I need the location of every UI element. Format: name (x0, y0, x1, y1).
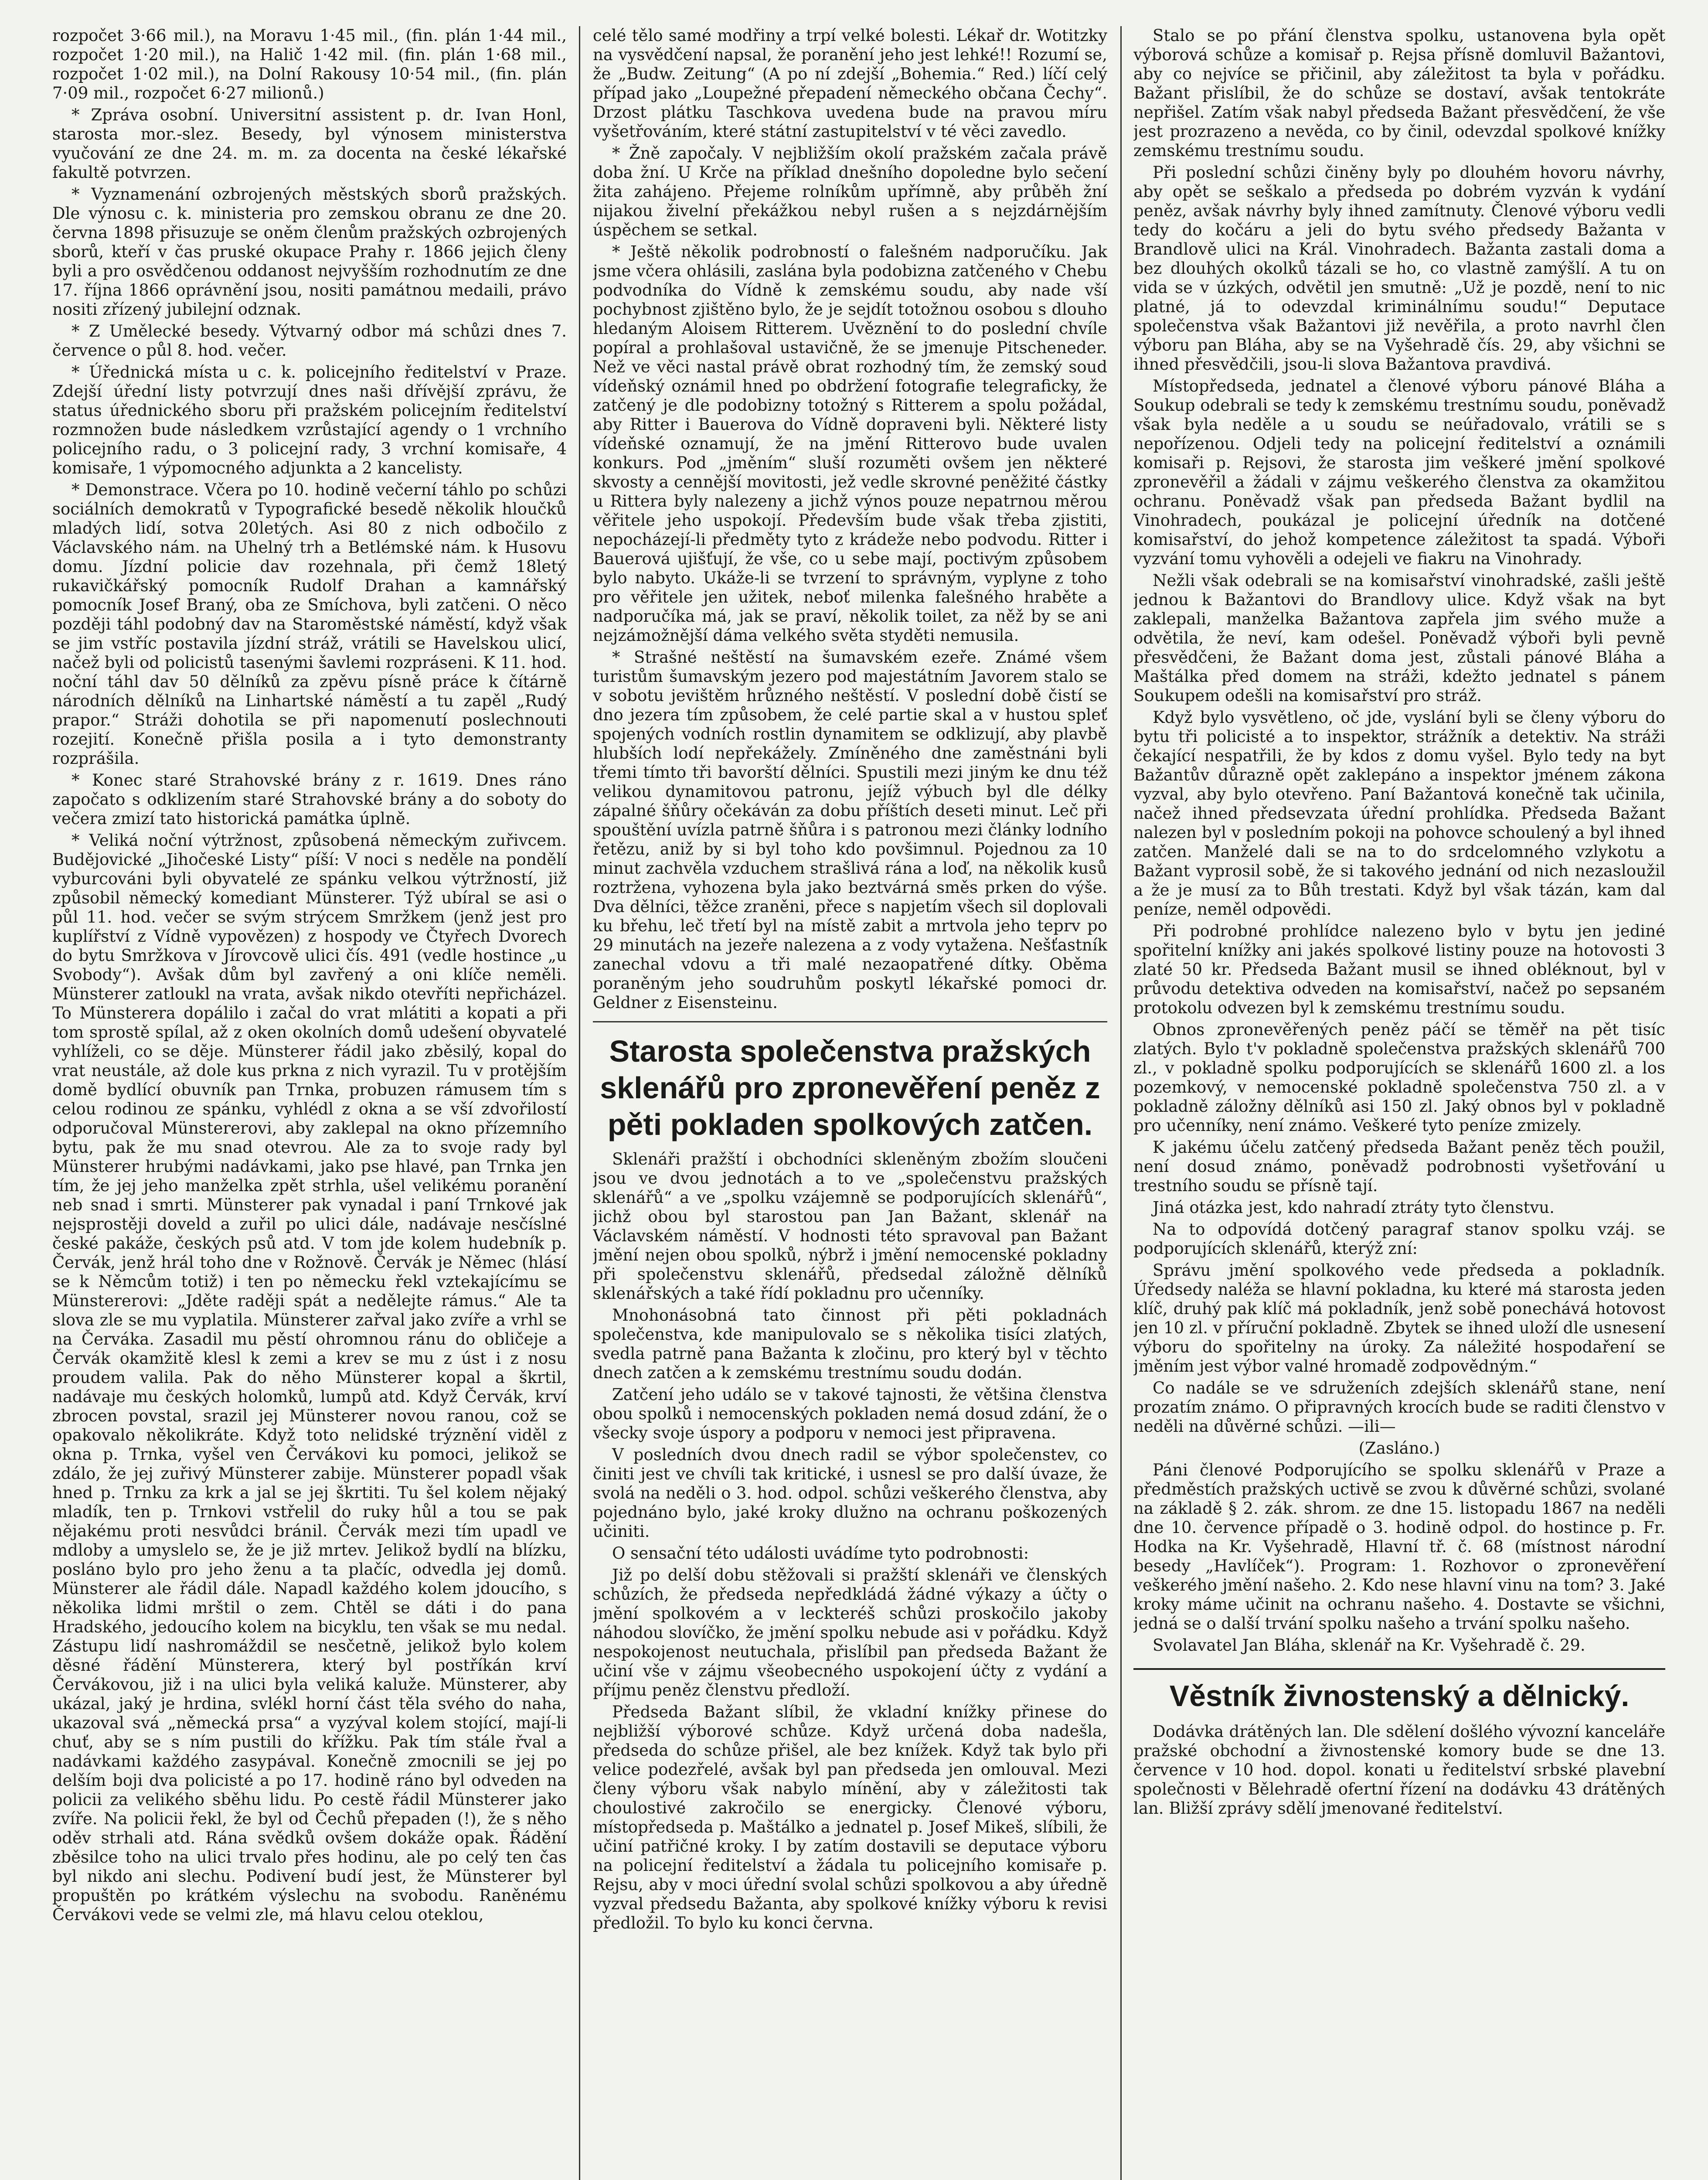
paragraph: * Veliká noční výtržnost, způsobená německým zuřivcem. Budějovické „Jihočeské Listy“ píší: V noci s neděle na pondělí vyburcováni byli obyvatelé ze spánku velkou výtržností, již způsobil německý komediant Münsterer. Týž ubíral se asi o půl 11. hod. večer se svým strýcem Smržkem (jenž jest pro kuplířství z Vídně vypovězen) z hospody ve Čtyřech Dvorech do bytu Smržkova v Jírovcově ulici čís. 491 (vedle hostince „u Svobody“). Avšak dům byl zavřený a oni klíče neměli. Münsterer zatloukl na vrata, avšak nikdo otevříti nepřicházel. To Münsterera dopálilo i začal do vrat mlátiti a kopati a při tom sprostě spílal, až z oken okolních domů udešení obyvatelé vyhlíželi, co se děje. Münsterer řádil jako zběsilý, kopal do vrat neustále, až dole kus prkna z nich vyrazil. Tu v protějším domě bydlící obuvník pan Trnka, probuzen rámusem tím s celou rodinou ze spánku, vyhlédl z okna a se vší zdvořilostí odporučoval Münstererovi, aby zaklepal na okno přízemního bytu, pak že mu snad otevrou. Ale za to svoje rady byl Münsterer hrubými nadávkami, jako pse hlavé, pan Trnka jen tím, že jej jeho manželka zpět strhla, ušel velikému poranění neb snad i smrti. Münsterer pak vynadal i paní Trnkové jak nejsprostěji doveld a zuřil po ulici dále, nadávaje nesčíslné české pakáže, českých psů atd. V tom jde kolem hudebník p. Červák, jenž hrál toho dne v Rožnově. Červák je Němec (hlásí se k Němcům totiž) i ten po německu řekl vztekajícímu se Münstererovi: „Jděte raději spát a nedělejte rámus.“ Ale ta slova zle se mu vyplatila. Münsterer zařval jako zvíře a vrhl se na Červáka. Zasadil mu pěstí ohromnou ránu do obličeje a Červák okamžitě klesl k zemi a krev se mu z úst i z nosu proudem valila. Pak do něho Münsterer kopal a škrtil, nadávaje mu českých holomků, lumpů atd. Když Červák, krví zbrocen povstal, srazil jej Münsterer novou ranou, což se opakovalo několikráte. Když toto nelidské trýznění viděl z okna p. Trnka, vyšel ven Červákovi ku pomoci, jelikož se zdálo, že jej zuřivý Münsterer zabije. Münsterer popadl však hned p. Trnku za krk a jal se jej škrtiti. Tu šel kolem nějaký mladík, ten p. Trnkovi vstřelil do ruky hůl a tou se pak nějakému proti nesvůdci bránil. Červák mezi tím upadl ve mdloby a umyslelo se, že je již mrtev. Jelikož bydlí na blízku, posláno bylo pro jeho ženu a ta plačíc, odvedla jej domů. Münsterer ale řádil dále. Napadl každého kolem jdoucího, s několika lidmi mrštil o zem. Chtěl se dáti i do pana Hradského, jedoucího kolem na bicyklu, ten však se mu nedal. Zástupu lidí nashromáždil se nesčetně, jelikož bylo kolem děsné řádění Münsterera, který byl postříkán krví Červákovou, již i na ulici byla veliká kaluže. Münsterer, aby ukázal, jaký je hrdina, svlékl horní část těla svého do naha, ukazoval svá „německá prsa“ a vyzýval kolem stojící, mají-li chuť, aby se s ním pustili do křížku. Pak tím stále řval a nadávkami každého zasypával. Konečně zmocnili se jej po delším boji dva policisté a po 17. hodině ráno byl odveden na policii za velikého sběhu lidu. Po cestě řádil Münsterer jako zvíře. Na policii řekl, že byl od Čechů přepaden (!), že s něho oděv strhali atd. Rána svědků ovšem dokáže opak. Řádění zběsilce toho na ulici trvalo přes hodinu, ale po celý ten čas byl nikdo ani slechu. Podivení budí jest, že Münsterer byl propuštěn po krátkém výslechu na svobodu. Raněnému Červákovi vede se velmi zle, má hlavu celou oteklou, (52, 831, 567, 1924)
paragraph: * Úřednická místa u c. k. policejního ředitelství v Praze. Zdejší úřední listy potvrzují dnes naši dřívější zprávu, že status úřednického sboru při pražském policejním ředitelství rozmnožen bude následkem vzrůstající agendy o 1 vrchního policejního radu, o 3 policejní rady, 3 vrchní komisaře, 4 komisaře, 1 výpomocného adjunkta a 2 kancelisty. (52, 363, 567, 477)
paragraph: Zatčení jeho událo se v takové tajnosti, že většina členstva obou spolků i nemocenských pokladen nemá dosud zdání, že o všecky svoje úspory a podporu v nemoci jest připravena. (593, 1385, 1107, 1442)
paragraph: Když bylo vysvětleno, oč jde, vyslání byli se členy výboru do bytu tři policisté a to inspektor, strážník a detektiv. Na stráži čekající nespatřili, že by kdos z domu vyšel. Bylo tedy na byt Bažantův důrazně opět zaklepáno a inspektor jménem zákona vyzval, aby bylo otevřeno. Paní Bažantová konečně tak učinila, načež ihned předsevzata úřední prohlídka. Předseda Bažant nalezen byl v posledním pokoji na pohovce schoulený a byl ihned zatčen. Manželé dali se na to do srdcelomného vzlykotu a Bažant vyprosil sobě, že si takového jednání od nich nezasloužil a že je musí za to Bůh trestati. Když byl však tázán, kam dal peníze, neměl odpovědi. (1133, 708, 1665, 919)
paragraph: Místopředseda, jednatel a členové výboru pánové Bláha a Soukup odebrali se tedy k zemskému trestnímu soudu, poněvadž však byla neděle a u soudu se neúřadovalo, vrátili se s nepořízenou. Odjeli tedy na policejní ředitelství a oznámili komisaři p. Rejsovi, že starosta jim veškeré jmění spolkové zpronevěřil a žádali v zájmu veškerého členstva za okamžitou ochranu. Poněvadž však pan předseda Bažant bydlil na Vinohradech, poukázal je policejní úředník na dotčené komisařství, do jehož kompetence záležitost ta spadá. Výboři vyzvání tomu vyhověli a odejeli ve fiakru na Vinohrady. (1133, 377, 1665, 568)
zaslano-label: (Zasláno.) (1358, 1439, 1440, 1458)
paragraph: rozpočet 3·66 mil.), na Moravu 1·45 mil., (fin. plán 1·44 mil., rozpočet 1·20 mil.), na Halič 1·42 mil. (fin. plán 1·68 mil., rozpočet 1·02 mil.), na Dolní Rakousy 10·54 mil., (fin. plán 7·09 mil., rozpočet 6·27 milionů.) (52, 26, 567, 102)
paragraph: Správu jmění spolkového vede předseda a pokladník. Úředsedy naléža se hlavní pokladna, ku které má starosta jeden klíč, druhý pak klíč má pokladník, jenž sobě ponechává hotovost jen 10 zl. v příruční pokladně. Zbytek se ihned uloží dle usnesení výboru do spořitelny na úroky. Za náležité hospodaření se jměním jest výbor valné hromadě zodpovědným.“ (1133, 1261, 1665, 1376)
paragraph: Nežli však odebrali se na komisařství vinohradské, zašli ještě jednou k Bažantovi do Brandlovy ulice. Když však na byt zaklepali, manželka Bažantova zapřela jim svého muže a odvětila, že neví, kam odešel. Poněvadž výboři byli pevně přesvědčeni, že Bažant doma jest, zůstali pánové Bláha a Maštálka před domem na stráži, kdežto jednatel s pánem Soukupem odešli na komisařství pro stráž. (1133, 571, 1665, 705)
column-2 (593, 26, 1107, 2180)
column-1 (52, 26, 567, 2180)
paragraph: Při podrobné prohlídce nalezeno bylo v bytu jen jediné spořitelní knížky ani jakés spolkové listiny pouze na hotovosti 3 zlaté 50 kr. Předseda Bažant musil se ihned obléknout, byl v průvodu detektiva odveden na komisařství, načež po sepsaném protokolu odvezen byl k zemskému trestnímu soudu. (1133, 922, 1665, 1017)
paragraph: * Konec staré Strahovské brány z r. 1619. Dnes ráno započato s odklizením staré Strahovské brány a do soboty do večera zmizí tato historická památka úplně. (52, 771, 567, 828)
paragraph: Jiná otázka jest, kdo nahradí ztráty tyto členstvu. (1153, 1198, 1555, 1217)
paragraph: Sklenáři pražští i obchodníci skleněným zbožím sloučeni jsou ve dvou jednotách a to ve „společenstvu pražských sklenářů“ a ve „spolku vzájemně se podporujících sklenářů“, jichž obou byl starostou pan Jan Bažant, sklenář na Václavském náměstí. V hodnosti této spravoval pan Bažant jmění nejen obou spolků, nýbrž i jmění nemocenské pokladny při společenstvu sklenářů, předsedal záložně dělníků sklenářských a také řídí pokladnu pro učenníky. (593, 1150, 1107, 1303)
paragraph: Mnohonásobná tato činnost při pěti pokladnách společenstva, kde manipulovalo se s několika tisíci zlatých, svedla patrně pana Bažanta k zločinu, pro který byl v těchto dnech zatčen a k zemskému trestnímu soudu dodán. (593, 1306, 1107, 1382)
paragraph: K jakému účelu zatčený předseda Bažant peněz těch použil, není dosud známo, poněvadž podrobnosti vyšetřování u trestního soudu se přísně tají. (1133, 1138, 1665, 1195)
paragraph: O sensační této události uvádíme tyto podrobnosti: (612, 1544, 1029, 1563)
paragraph: celé tělo samé modřiny a trpí velké bolesti. Lékař dr. Wotitzky na vysvědčení napsal, že poranění jeho jest lehké!! Rozumí se, že „Budw. Zeitung“ (A po ní zdejší „Bohemia.“ Red.) líčí celý případ jako „Loupežné přepadení německého občana Čechy“. Drzost plátku Taschkova uvedena bude na pravou míru vyšetřováním, které státní zastupitelství v té věci zavedlo. (593, 26, 1107, 141)
paragraph: Co nadále se ve sdruženích zdejších sklenářů stane, není prozatím známo. O připravných krocích bude se raditi členstvo v neděli na důvěrné schůzi. —ili— (1133, 1379, 1665, 1436)
paragraph: * Žně započaly. V nejbližším okolí pražském začala právě doba žní. U Krče na příklad dnešního dopoledne bylo sečení žita zahájeno. Přejeme rolníkům upřímně, aby průběh žní nijakou živelní překážkou nebyl rušen a s nejzdárnějším úspěchem se setkal. (593, 144, 1107, 239)
paragraph: Předseda Bažant slíbil, že vkladní knížky přinese do nejbližší výborové schůze. Když určená doba nadešla, předseda do schůze přišel, ale bez knížek. Když tak bylo při velice podezřelé, avšak byl pan předseda jen omlouval. Mezi členy výboru však nabylo mínění, aby v záležitosti tak choulostivé zakročilo se energicky. Členové výboru, místopředseda p. Maštálko a jednatel p. Josef Mikeš, slíbili, že učiní patřičné kroky. I by zatím dostavili se deputace výboru na policejní ředitelství a žádala tu policejního komisaře p. Rejsu, aby v moci úřední svolal schůzi spolkovou a aby úředně vyzval předsedu Bažanta, aby spolkové knížky výboru k revisi předložil. To bylo ku konci června. (593, 1703, 1107, 1932)
paragraph: * Z Umělecké besedy. Výtvarný odbor má schůzi dnes 7. července o půl 8. hod. večer. (52, 322, 567, 360)
paragraph: Páni členové Podporujícího se spolku sklenářů v Praze a předměstích pražských uctivě se zvou k důvěrné schůzi, svolané na základě § 2. zák. shrom. ze dne 15. listopadu 1867 na neděli dne 10. července případě o 3. hodině odpol. do hostince p. Fr. Hodka na Kr. Vyšehradě, Hlavní tř. č. 68 (místnost národní besedy „Havlíček“). Program: 1. Rozhovor o zpronevěření veškerého jmění našeho. 2. Kdo nese hlavní vinu na tom? 3. Jaké kroky máme učinit na ochranu našeho. 4. Dostavte se všichni, jedná se o další trvání spolku našeho a trvání spolku našeho. (1133, 1461, 1665, 1633)
paragraph: Obnos zpronevěřených peněz páčí se těměř na pět tisíc zlatých. Bylo t'v pokladně společenstva pražských sklenářů 700 zl., v pokladně spolku podporujících se sklenářů 1600 zl. a los pozemkový, v nemocenské pokladně společenstva 750 zl. a v pokladně záložny dělníků asi 150 zl. Jaký obnos byl v pokladně pro učenníky, není známo. Veškeré tyto peníze zmizely. (1133, 1020, 1665, 1135)
paragraph: * Demonstrace. Včera po 10. hodině večerní táhlo po schůzi sociálních demokratů v Typografické besedě několik hloučků mladých lidí, sotva 20letých. Asi 80 z nich odbočilo z Václavského nám. na Uhelný trh a Betlémské nám. k Husovu domu. Jízdní policie dav rozehnala, při čemž 18letý rukavičkářský pomocník Rudolf Drahan a kamnářský pomocník Josef Braný, oba ze Smíchova, byli zatčeni. O něco později táhl podobný dav na Staroměstské náměstí, když však se jim vstříc postavila jízdní stráž, vrátili se Havelskou ulicí, načež byli od policistů tasenými šavlemi rozpráseni. K 11. hod. noční táhl dav 50 dělníků za zpěvu písně práce k čítárně národních dělníků na Linhartské náměstí a tu zapěl „Rudý prapor.“ Stráži dohotila se při napomenutí poslechnouti rozejití. Konečně přišla posila a i tyto demonstranty rozprášila. (52, 480, 567, 768)
divider (593, 1021, 1107, 1022)
section-headline: Věstník živnostenský a dělnický. (1133, 1668, 1665, 1713)
article-headline: Starosta společenstva pražských sklenářů pro zpronevěření peněz z pěti pokladen spolkových zatčen. (600, 1034, 1100, 1141)
paragraph: * Strašné neštěstí na šumavském ezeře. Známé všem turistům šumavským jezero pod majestátním Javorem stalo se v sobotu jevištěm hrůzného neštěstí. V poslední době čistí se dno jezera tím způsobem, že celé partie skal a v hustou spleť spojených vodních rostlin dynamitem se odklizují, aby plavbě hlubších lodí nepřekážely. Zmíněného dne zaměstnáni byli třemi tímto tři bavorští dělníci. Spustili mezi jiným ke dnu též velikou dynamitovou patronu, jejíž výbuch byl dle délky zápalné šňůry očekáván za dobu příštích deseti minut. Leč při spouštění uvízla patrně šňůra i s patronou mezi články lodního řetězu, aniž by si byl toho kdo povšimnul. Pojednou za 10 minut zachvěla vzduchem strašlivá rána a loď, na několik kusů roztržena, vyhozena byla jako beztvárná směs prken do výše. Dva dělníci, těžce zraněni, přece s napjetím všech sil doplovali ku břehu, leč třetí byl na místě zabit a mrtvola jeho teprv po 29 minutách na jezeře nalezena a z vody vytažena. Nešťastník zanechal vdovu a tři malé nezaopatřené dítky. Oběma poraněným jeho soudruhům poskytl lékařské pomoci dr. Geldner z Eisensteinu. (593, 648, 1107, 1012)
newspaper-page (52, 26, 1665, 2180)
column-rule (579, 26, 580, 2180)
paragraph: * Vyznamenání ozbrojených městských sborů pražských. Dle výnosu c. k. ministeria pro zemskou obranu ze dne 20. června 1898 přisuzuje se oněm členům pražských ozbrojených sborů, kteří v čas pruské okupace Prahy r. 1866 jejich členy byli a pro osvědčenou oddanost nejvyšším rozhodnutím ze dne 17. října 1866 oprávnění jsou, nositi památnou medaili, právo nositi zřízený jubilejní odznak. (52, 185, 567, 319)
column-rule (1120, 26, 1122, 2180)
column-3 (1133, 26, 1665, 2180)
paragraph: * Zpráva osobní. Universitní assistent p. dr. Ivan Honl, starosta mor.-slez. Besedy, byl výnosem ministerstva vyučování ze dne 24. m. m. za docenta na české lékařské fakultě potvrzen. (52, 106, 567, 182)
paragraph: Dodávka drátěných lan. Dle sdělení došlého vývozní kanceláře pražské obchodní a živnostenské komory bude se dne 13. července v 10 hod. dopol. konati u ředitelství srbské plavební společnosti v Bělehradě ofertní řízení na dodávku 43 drátěných lan. Bližší zprávy sdělí jmenované ředitelství. (1133, 1722, 1665, 1818)
paragraph: Již po delší dobu stěžovali si pražští sklenáři ve členských schůzích, že předseda nepředkládá žádné výkazy a účty o jmění spolkovém a v leckteréš schůzi proskočilo jakoby náhodou slovíčko, že jmění spolku nebude asi v pořádku. Když nespokojenost neutuchala, přislíbil pan předseda Bažant že učiní vše v zájmu všeobecného uspokojení účty z vydání a příjmu peněz členstvu předloží. (593, 1566, 1107, 1700)
paragraph: Stalo se po přání členstva spolku, ustanovena byla opět výborová schůze a komisař p. Rejsa přísně domluvil Bažantovi, aby co nejvíce se přičinil, aby záležitost ta byla v pořádku. Bažant přislíbil, že do schůze se dostaví, avšak tentokráte nepřišel. Zatím však nabyl předseda Bažant přesvědčení, že vše jest prozrazeno a nevěda, co by činil, odevzdal spolkové knížky zemskému trestnímu soudu. (1133, 26, 1665, 160)
paragraph: * Ještě několik podrobností o falešném nadporučíku. Jak jsme včera ohlásili, zaslána byla podobizna zatčeného v Chebu podvodníka do Vídně k zemskému soudu, aby nade vší pochybnost zjištěno bylo, že je sejdít totožnou osobou s dlouho hledaným Aloisem Ritterem. Uvěznění to do poslední chvíle popíral a prohlašoval ustavičně, že se jmenuje Pitscheneder. Než ve věci nastal právě obrat rozhodný tím, že zemský soud vídeňský oznámil hned po obdržení fotografie telegraficky, že zatčený je dle podobizny totožný s Ritterem a spolu požádal, aby Ritter i Bauerova do Vídně dopraveni byli. Některé listy vídeňské oznamují, že na jmění Ritterovo bude uvalen konkurs. Pod „jměním“ sluší rozuměti ovšem jen některé skvosty a cennější movitosti, jež vedle skrovné peněžité částky u Rittera byly nalezeny a jichž výnos pouze nepatrnou měrou věřitele jeho uspokojí. Především bude však třeba zjistiti, nepocházejí-li předměty tyto z krádeže nebo podvodu. Ritter i Bauerová ujišťují, že vše, co u sebe mají, poctivým způsobem bylo nabyto. Ukáže-li se tvrzení to správným, vyplyne z toho pro věřitele jen užitek, neboť milenka falešného hraběte a nadporučíka má, jak se praví, několik toilet, za něž by se ani nejzámožnější dáma velkého světa styděti nemusila. (593, 242, 1107, 645)
paragraph: V posledních dvou dnech radil se výbor společenstev, co činiti jest ve chvíli tak kritické, i usnesl se pro další úvaze, že svolá na neděli o 3. hod. odpol. schůzi veškerého členstva, aby pojednáno bylo, jaké kroky dlužno na ochranu poškozených učiniti. (593, 1445, 1107, 1541)
signature-line: Svolavatel Jan Bláha, sklenář na Kr. Vyšehradě č. 29. (1153, 1636, 1586, 1655)
paragraph: Při poslední schůzi činěny byly po dlouhém hovoru návrhy, aby opět se seškalo a předseda po dobrém vyzván k vydání peněz, avšak návrhy byly ihned zamítnuty. Členové výboru vedli tedy do kočáru a jeli do bytu svého předsedy Bažanta v Brandlově ulici na Král. Vinohradech. Bažanta zastali doma a bez dlouhých okolků tázali se ho, co vlastně zamýšlí. A tu on vida se v úzkých, odvětil jen smutně: „Už je pozdě, není to nic platné, já to odevzdal kriminálnímu soudu!“ Deputace společenstva však Bažantovi již nevěřila, a proto navrhl člen výboru pan Bláha, aby se na Vyšehradě čís. 29, aby všichni se ihned přesvědčili, jsou-li slova Bažantova pravdivá. (1133, 163, 1665, 374)
paragraph: Na to odpovídá dotčený paragraf stanov spolku vzáj. se podporujících sklenářů, kterýž zní: (1133, 1220, 1665, 1258)
